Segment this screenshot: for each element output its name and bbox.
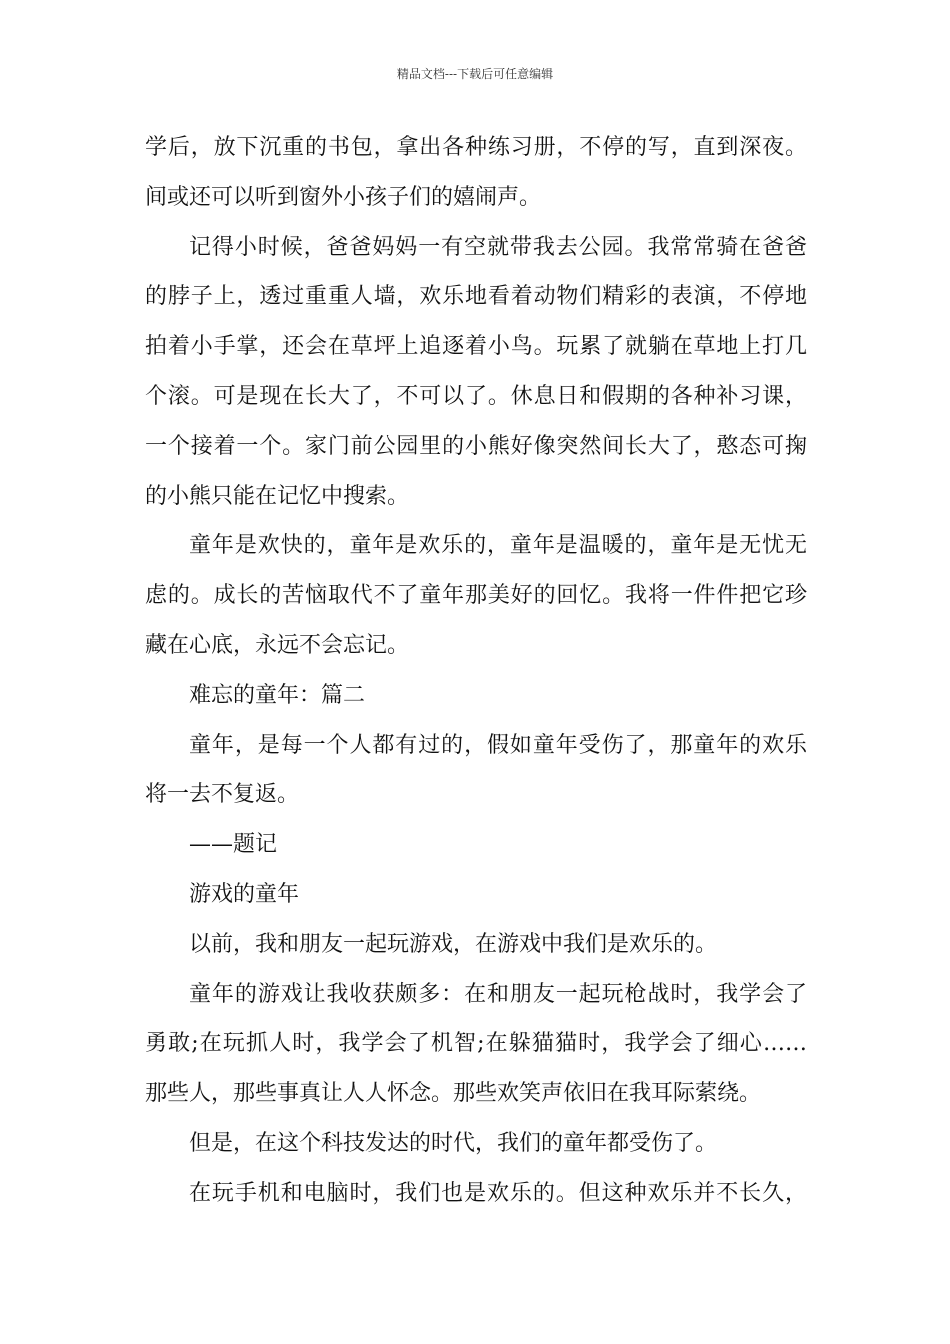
text-line: 个滚。可是现在长大了，不可以了。休息日和假期的各种补习课，: [145, 383, 807, 409]
text-line: 以前，我和朋友一起玩游戏，在游戏中我们是欢乐的。: [189, 931, 718, 957]
document-body: [145, 128, 807, 1224]
text-line: ——题记: [189, 832, 278, 858]
text-line: 一个接着一个。家门前公园里的小熊好像突然间长大了，憨态可掬: [145, 433, 807, 459]
text-line: 游戏的童年: [189, 881, 300, 907]
text-line: 勇敢;在玩抓人时，我学会了机智;在躲猫猫时，我学会了细心……: [145, 1031, 807, 1057]
text-line: 童年的游戏让我收获颇多：在和朋友一起玩枪战时，我学会了: [189, 981, 807, 1007]
text-line: 的脖子上，透过重重人墙，欢乐地看着动物们精彩的表演，不停地: [145, 284, 807, 310]
text-line: 将一去不复返。: [145, 782, 300, 808]
page-header: 精品文档---下载后可任意编辑: [396, 67, 554, 81]
text-line: 学后，放下沉重的书包，拿出各种练习册，不停的写，直到深夜。: [145, 135, 807, 160]
text-line: 的小熊只能在记忆中搜索。: [145, 483, 410, 509]
text-line: 难忘的童年：篇二: [189, 682, 366, 708]
text-line: 藏在心底，永远不会忘记。: [145, 632, 410, 658]
text-line: 记得小时候，爸爸妈妈一有空就带我去公园。我常常骑在爸爸: [189, 234, 807, 260]
text-line: 但是，在这个科技发达的时代，我们的童年都受伤了。: [189, 1130, 718, 1156]
text-line: 间或还可以听到窗外小孩子们的嬉闹声。: [145, 184, 542, 210]
text-line: 拍着小手掌，还会在草坪上追逐着小鸟。玩累了就躺在草地上打几: [145, 334, 807, 360]
text-line: 童年，是每一个人都有过的，假如童年受伤了，那童年的欢乐: [189, 732, 807, 758]
text-line: 虑的。成长的苦恼取代不了童年那美好的回忆。我将一件件把它珍: [145, 583, 807, 609]
text-line: 在玩手机和电脑时，我们也是欢乐的。但这种欢乐并不长久，: [189, 1180, 807, 1206]
text-line: 童年是欢快的，童年是欢乐的，童年是温暖的，童年是无忧无: [189, 533, 807, 559]
text-line: 那些人，那些事真让人人怀念。那些欢笑声依旧在我耳际萦绕。: [145, 1081, 762, 1107]
